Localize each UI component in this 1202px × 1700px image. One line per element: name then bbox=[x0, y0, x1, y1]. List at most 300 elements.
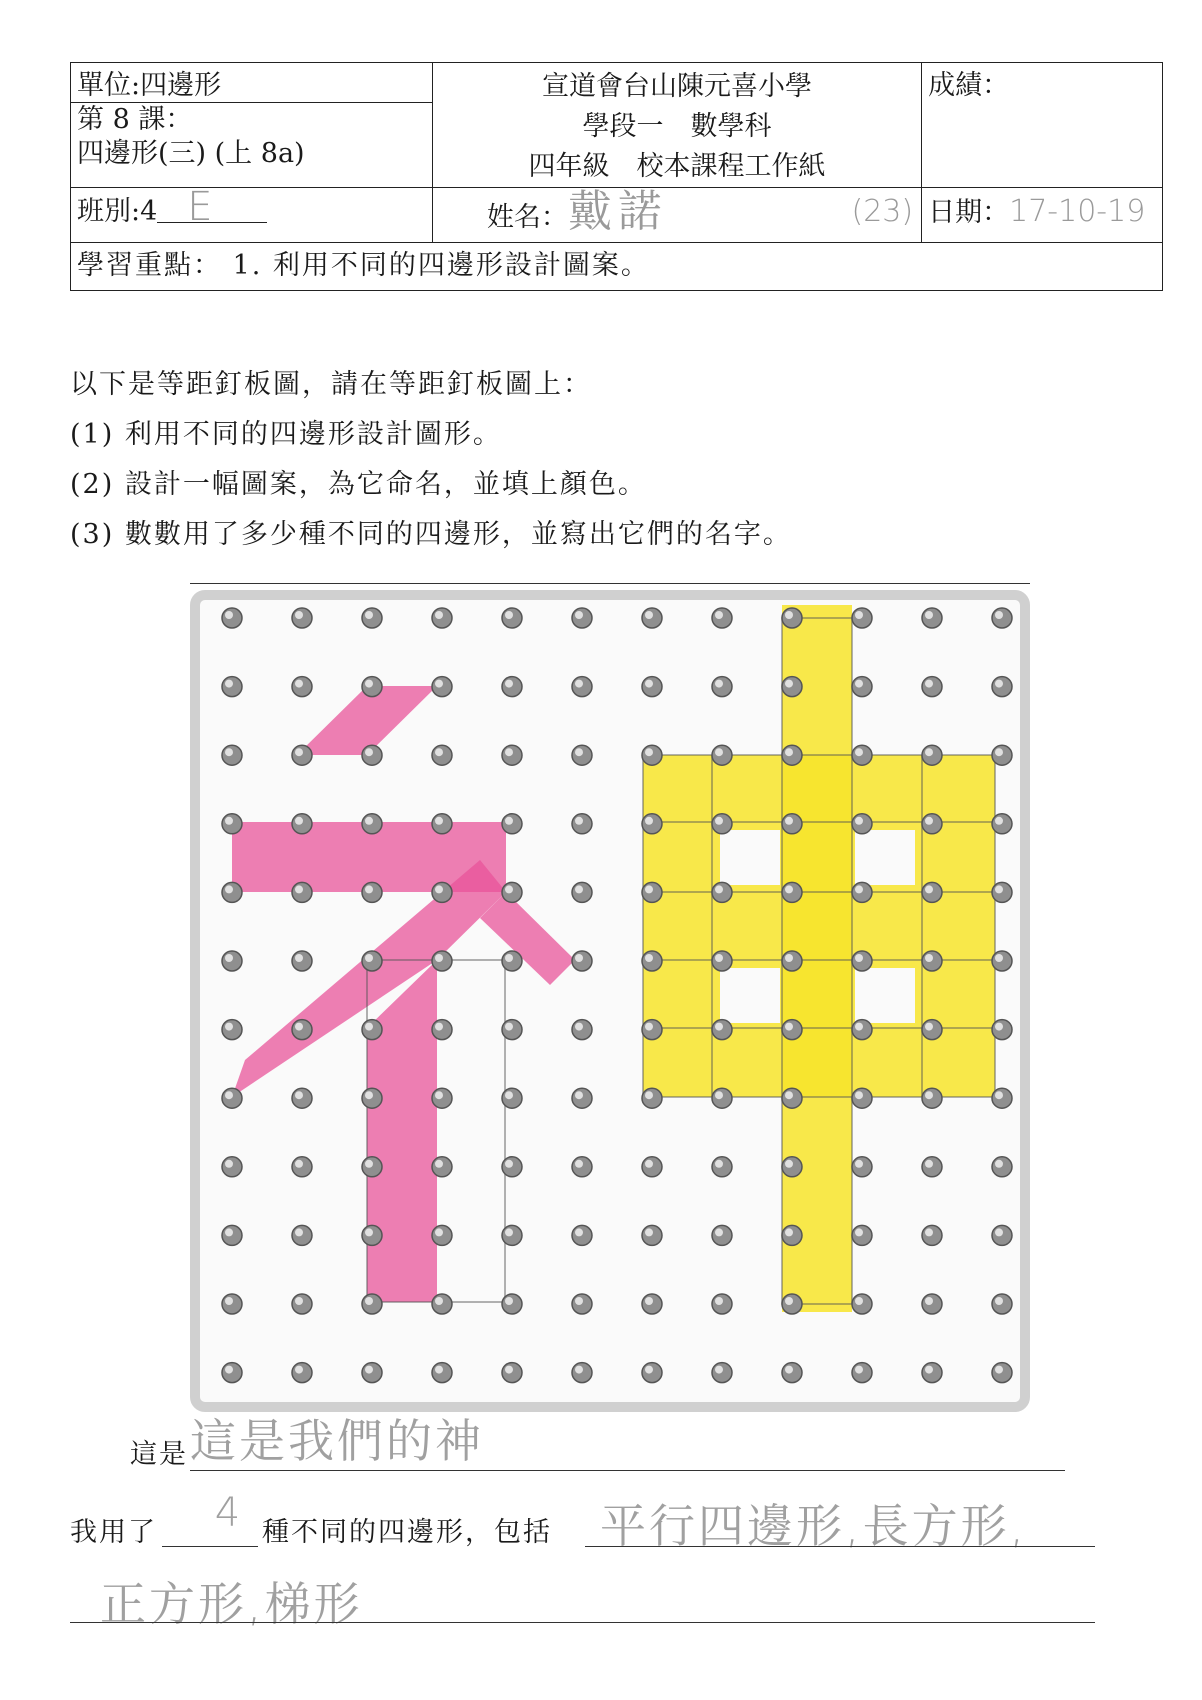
peg bbox=[572, 1294, 592, 1314]
peg bbox=[222, 1225, 242, 1245]
peg bbox=[222, 814, 242, 834]
peg-highlight bbox=[365, 885, 373, 893]
peg bbox=[502, 814, 522, 834]
peg-highlight bbox=[855, 1297, 863, 1305]
peg-highlight bbox=[925, 1023, 933, 1031]
peg bbox=[222, 1363, 242, 1383]
peg bbox=[432, 677, 452, 697]
peg bbox=[852, 1294, 872, 1314]
peg-highlight bbox=[715, 1228, 723, 1236]
peg bbox=[992, 814, 1012, 834]
peg-highlight bbox=[785, 1366, 793, 1374]
peg-highlight bbox=[435, 680, 443, 688]
peg-highlight bbox=[645, 611, 653, 619]
peg bbox=[432, 1157, 452, 1177]
peg-highlight bbox=[995, 885, 1003, 893]
peg-highlight bbox=[645, 1091, 653, 1099]
peg bbox=[362, 677, 382, 697]
peg bbox=[572, 1088, 592, 1108]
peg bbox=[782, 1225, 802, 1245]
peg bbox=[642, 1157, 662, 1177]
class-label: 班別:4 bbox=[77, 196, 158, 227]
peg bbox=[292, 951, 312, 971]
peg-highlight bbox=[995, 1297, 1003, 1305]
peg-highlight bbox=[855, 954, 863, 962]
score-label: 成績： bbox=[928, 70, 1010, 101]
peg-highlight bbox=[575, 885, 583, 893]
peg-highlight bbox=[365, 1297, 373, 1305]
peg bbox=[782, 1088, 802, 1108]
peg bbox=[292, 1363, 312, 1383]
peg-highlight bbox=[855, 680, 863, 688]
peg-highlight bbox=[715, 1297, 723, 1305]
peg-highlight bbox=[785, 817, 793, 825]
peg bbox=[572, 1225, 592, 1245]
peg bbox=[712, 1088, 732, 1108]
peg-highlight bbox=[995, 680, 1003, 688]
peg-highlight bbox=[365, 1160, 373, 1168]
peg bbox=[502, 1020, 522, 1040]
peg-highlight bbox=[435, 1160, 443, 1168]
peg-highlight bbox=[925, 611, 933, 619]
peg bbox=[642, 1363, 662, 1383]
peg bbox=[502, 1088, 522, 1108]
peg-highlight bbox=[715, 817, 723, 825]
lesson-title: 四邊形(三) (上 8a) bbox=[77, 138, 305, 170]
peg-highlight bbox=[645, 1160, 653, 1168]
peg bbox=[362, 1088, 382, 1108]
peg bbox=[292, 1294, 312, 1314]
peg-highlight bbox=[995, 1091, 1003, 1099]
peg-highlight bbox=[575, 817, 583, 825]
peg-highlight bbox=[925, 1160, 933, 1168]
peg-highlight bbox=[505, 680, 513, 688]
peg bbox=[502, 882, 522, 902]
peg bbox=[362, 1294, 382, 1314]
peg bbox=[642, 814, 662, 834]
peg bbox=[572, 951, 592, 971]
answer-line-2 bbox=[585, 1546, 1095, 1547]
peg-highlight bbox=[225, 1160, 233, 1168]
peg-highlight bbox=[575, 611, 583, 619]
peg-highlight bbox=[505, 748, 513, 756]
peg-highlight bbox=[645, 1023, 653, 1031]
peg bbox=[502, 1157, 522, 1177]
peg bbox=[572, 882, 592, 902]
peg-highlight bbox=[715, 1023, 723, 1031]
peg bbox=[992, 677, 1012, 697]
peg bbox=[292, 1157, 312, 1177]
peg bbox=[992, 745, 1012, 765]
peg-highlight bbox=[645, 817, 653, 825]
peg-highlight bbox=[435, 817, 443, 825]
peg-highlight bbox=[855, 1160, 863, 1168]
peg bbox=[712, 1157, 732, 1177]
peg-highlight bbox=[715, 748, 723, 756]
peg-highlight bbox=[365, 1228, 373, 1236]
peg-highlight bbox=[295, 1366, 303, 1374]
peg bbox=[222, 882, 242, 902]
lesson-number: 第 8 課： bbox=[77, 104, 193, 136]
peg bbox=[502, 951, 522, 971]
peg bbox=[292, 677, 312, 697]
peg bbox=[292, 608, 312, 628]
peg-highlight bbox=[225, 1228, 233, 1236]
this-is-label: 這是 bbox=[130, 1439, 188, 1470]
peg bbox=[502, 677, 522, 697]
peg-highlight bbox=[715, 1160, 723, 1168]
peg-highlight bbox=[225, 1091, 233, 1099]
types-label: 種不同的四邊形，包括 bbox=[262, 1517, 552, 1548]
peg bbox=[782, 608, 802, 628]
peg bbox=[572, 814, 592, 834]
peg bbox=[502, 1294, 522, 1314]
peg bbox=[922, 882, 942, 902]
peg bbox=[782, 1363, 802, 1383]
peg-highlight bbox=[785, 1228, 793, 1236]
peg bbox=[292, 1020, 312, 1040]
peg-highlight bbox=[435, 748, 443, 756]
peg bbox=[852, 677, 872, 697]
peg-highlight bbox=[365, 1023, 373, 1031]
peg-highlight bbox=[715, 1091, 723, 1099]
peg-highlight bbox=[855, 611, 863, 619]
school-name: 宣道會台山陳元喜小學 bbox=[541, 71, 812, 102]
peg-highlight bbox=[855, 1228, 863, 1236]
peg bbox=[922, 1294, 942, 1314]
peg bbox=[782, 1157, 802, 1177]
peg-highlight bbox=[435, 1091, 443, 1099]
peg bbox=[782, 882, 802, 902]
peg bbox=[432, 745, 452, 765]
peg-highlight bbox=[575, 1160, 583, 1168]
peg-highlight bbox=[575, 748, 583, 756]
peg-highlight bbox=[925, 885, 933, 893]
stage-subject: 學段一 數學科 bbox=[582, 111, 772, 142]
peg-highlight bbox=[365, 954, 373, 962]
peg-highlight bbox=[575, 1228, 583, 1236]
peg bbox=[852, 1088, 872, 1108]
shapes-answer-line1: 平行四邊形,長方形, bbox=[600, 1499, 1028, 1553]
peg-highlight bbox=[995, 954, 1003, 962]
peg bbox=[992, 608, 1012, 628]
peg bbox=[572, 677, 592, 697]
peg bbox=[852, 1020, 872, 1040]
peg-highlight bbox=[505, 817, 513, 825]
peg-highlight bbox=[295, 885, 303, 893]
peg-highlight bbox=[855, 748, 863, 756]
peg bbox=[712, 951, 732, 971]
peg-highlight bbox=[645, 680, 653, 688]
peg-highlight bbox=[505, 1160, 513, 1168]
peg-highlight bbox=[715, 1366, 723, 1374]
peg-highlight bbox=[645, 1366, 653, 1374]
peg bbox=[502, 1225, 522, 1245]
peg-highlight bbox=[925, 1228, 933, 1236]
peg-highlight bbox=[785, 954, 793, 962]
peg bbox=[922, 1225, 942, 1245]
peg bbox=[712, 1294, 732, 1314]
peg-highlight bbox=[645, 1228, 653, 1236]
peg-highlight bbox=[785, 1297, 793, 1305]
peg bbox=[432, 951, 452, 971]
instruction-2: (2) 設計一幅圖案，為它命名，並填上顏色。 bbox=[70, 469, 647, 500]
peg bbox=[432, 1225, 452, 1245]
peg-highlight bbox=[225, 817, 233, 825]
peg bbox=[852, 1225, 872, 1245]
peg bbox=[292, 1088, 312, 1108]
peg bbox=[712, 882, 732, 902]
peg bbox=[432, 1020, 452, 1040]
peg-highlight bbox=[785, 885, 793, 893]
peg bbox=[502, 745, 522, 765]
peg bbox=[782, 1020, 802, 1040]
peg-highlight bbox=[855, 817, 863, 825]
peg bbox=[362, 745, 382, 765]
peg-highlight bbox=[435, 1023, 443, 1031]
peg-highlight bbox=[645, 748, 653, 756]
peg bbox=[992, 1363, 1012, 1383]
peg bbox=[712, 608, 732, 628]
peg bbox=[572, 1020, 592, 1040]
peg-highlight bbox=[995, 817, 1003, 825]
peg bbox=[712, 814, 732, 834]
peg-highlight bbox=[225, 680, 233, 688]
peg bbox=[222, 608, 242, 628]
peg bbox=[502, 1363, 522, 1383]
peg-highlight bbox=[295, 817, 303, 825]
peg bbox=[922, 1157, 942, 1177]
peg-highlight bbox=[855, 885, 863, 893]
peg bbox=[782, 814, 802, 834]
peg bbox=[852, 745, 872, 765]
peg bbox=[992, 1020, 1012, 1040]
peg-highlight bbox=[505, 1366, 513, 1374]
peg bbox=[222, 745, 242, 765]
peg bbox=[432, 1088, 452, 1108]
peg-highlight bbox=[295, 1023, 303, 1031]
peg bbox=[922, 677, 942, 697]
peg-highlight bbox=[925, 748, 933, 756]
peg-highlight bbox=[785, 1023, 793, 1031]
peg-highlight bbox=[925, 680, 933, 688]
peg bbox=[642, 1294, 662, 1314]
peg-highlight bbox=[295, 611, 303, 619]
peg bbox=[852, 1363, 872, 1383]
peg-highlight bbox=[995, 1160, 1003, 1168]
peg-highlight bbox=[785, 1160, 793, 1168]
student-number: (23) bbox=[851, 194, 914, 229]
peg bbox=[432, 1363, 452, 1383]
peg-highlight bbox=[435, 1366, 443, 1374]
peg-highlight bbox=[295, 1160, 303, 1168]
peg bbox=[782, 1294, 802, 1314]
peg bbox=[362, 814, 382, 834]
unit-label: 單位:四邊形 bbox=[77, 70, 222, 101]
this-is-answer: 這是我們的神 bbox=[190, 1414, 484, 1468]
peg bbox=[852, 608, 872, 628]
peg bbox=[432, 814, 452, 834]
peg-highlight bbox=[505, 954, 513, 962]
peg-highlight bbox=[785, 680, 793, 688]
peg-highlight bbox=[645, 954, 653, 962]
peg-highlight bbox=[575, 1366, 583, 1374]
peg-highlight bbox=[575, 954, 583, 962]
peg-highlight bbox=[575, 1023, 583, 1031]
peg-highlight bbox=[225, 1366, 233, 1374]
peg bbox=[852, 882, 872, 902]
peg bbox=[642, 1088, 662, 1108]
peg bbox=[922, 814, 942, 834]
peg bbox=[922, 1363, 942, 1383]
peg bbox=[852, 951, 872, 971]
peg-highlight bbox=[505, 1297, 513, 1305]
peg-highlight bbox=[645, 1297, 653, 1305]
peg-highlight bbox=[225, 1023, 233, 1031]
peg bbox=[222, 677, 242, 697]
peg-highlight bbox=[715, 611, 723, 619]
peg-highlight bbox=[505, 1023, 513, 1031]
peg bbox=[292, 814, 312, 834]
instruction-3: (3) 數數用了多少種不同的四邊形，並寫出它們的名字。 bbox=[70, 519, 792, 550]
peg bbox=[642, 745, 662, 765]
peg-highlight bbox=[855, 1091, 863, 1099]
peg-highlight bbox=[225, 748, 233, 756]
peg bbox=[642, 1225, 662, 1245]
peg-highlight bbox=[855, 1366, 863, 1374]
used-count: 4 bbox=[214, 1490, 244, 1536]
peg-highlight bbox=[715, 680, 723, 688]
peg bbox=[782, 951, 802, 971]
peg-highlight bbox=[295, 680, 303, 688]
instruction-1: (1) 利用不同的四邊形設計圖形。 bbox=[70, 419, 502, 450]
peg bbox=[362, 1363, 382, 1383]
peg-highlight bbox=[995, 748, 1003, 756]
answer-line-1 bbox=[190, 1470, 1065, 1471]
peg bbox=[362, 608, 382, 628]
peg-highlight bbox=[785, 1091, 793, 1099]
peg bbox=[642, 608, 662, 628]
peg-highlight bbox=[575, 1297, 583, 1305]
peg-highlight bbox=[505, 1091, 513, 1099]
peg-highlight bbox=[925, 1366, 933, 1374]
peg bbox=[222, 1020, 242, 1040]
peg-highlight bbox=[575, 1091, 583, 1099]
answer-line-3 bbox=[70, 1622, 1095, 1623]
grade-title: 四年級 校本課程工作紙 bbox=[528, 151, 826, 182]
peg bbox=[922, 608, 942, 628]
peg-highlight bbox=[505, 1228, 513, 1236]
peg bbox=[432, 1294, 452, 1314]
peg bbox=[992, 1088, 1012, 1108]
peg bbox=[712, 1363, 732, 1383]
peg-highlight bbox=[365, 748, 373, 756]
peg-highlight bbox=[295, 1228, 303, 1236]
peg bbox=[642, 951, 662, 971]
peg-highlight bbox=[365, 817, 373, 825]
peg bbox=[432, 608, 452, 628]
peg-highlight bbox=[435, 954, 443, 962]
peg bbox=[922, 1020, 942, 1040]
peg bbox=[502, 608, 522, 628]
peg-highlight bbox=[645, 885, 653, 893]
peg-highlight bbox=[505, 885, 513, 893]
peg bbox=[642, 677, 662, 697]
peg-highlight bbox=[785, 748, 793, 756]
instruction-intro: 以下是等距釘板圖，請在等距釘板圖上： bbox=[70, 369, 592, 400]
peg bbox=[922, 745, 942, 765]
peg-highlight bbox=[785, 611, 793, 619]
peg bbox=[222, 1294, 242, 1314]
peg-highlight bbox=[435, 611, 443, 619]
peg bbox=[922, 1088, 942, 1108]
peg-highlight bbox=[295, 1091, 303, 1099]
class-value: E bbox=[157, 192, 267, 223]
count-line bbox=[162, 1546, 258, 1547]
used-label: 我用了 bbox=[70, 1517, 157, 1548]
peg bbox=[362, 1225, 382, 1245]
peg bbox=[712, 1225, 732, 1245]
peg bbox=[852, 814, 872, 834]
peg bbox=[292, 1225, 312, 1245]
peg bbox=[362, 951, 382, 971]
peg-highlight bbox=[995, 1228, 1003, 1236]
peg bbox=[222, 951, 242, 971]
peg bbox=[782, 745, 802, 765]
peg bbox=[712, 677, 732, 697]
peg bbox=[572, 745, 592, 765]
peg bbox=[782, 677, 802, 697]
peg bbox=[572, 1157, 592, 1177]
peg bbox=[642, 1020, 662, 1040]
peg-highlight bbox=[365, 680, 373, 688]
peg-highlight bbox=[225, 954, 233, 962]
peg-highlight bbox=[995, 1023, 1003, 1031]
peg bbox=[222, 1157, 242, 1177]
peg-highlight bbox=[365, 1366, 373, 1374]
peg bbox=[362, 1157, 382, 1177]
peg bbox=[992, 882, 1012, 902]
peg-highlight bbox=[365, 1091, 373, 1099]
peg-highlight bbox=[225, 1297, 233, 1305]
name-value: 戴諾 bbox=[567, 186, 668, 237]
peg bbox=[992, 951, 1012, 971]
peg-highlight bbox=[225, 611, 233, 619]
peg-highlight bbox=[855, 1023, 863, 1031]
peg bbox=[362, 882, 382, 902]
peg-highlight bbox=[505, 611, 513, 619]
peg bbox=[432, 882, 452, 902]
shapes-answer-line2: 正方形,梯形 bbox=[100, 1577, 363, 1631]
peg bbox=[642, 882, 662, 902]
peg-highlight bbox=[295, 1297, 303, 1305]
peg bbox=[572, 1363, 592, 1383]
peg-highlight bbox=[715, 885, 723, 893]
peg bbox=[362, 1020, 382, 1040]
peg-highlight bbox=[925, 817, 933, 825]
peg-highlight bbox=[925, 1297, 933, 1305]
peg-highlight bbox=[715, 954, 723, 962]
peg-highlight bbox=[225, 885, 233, 893]
peg-highlight bbox=[435, 1228, 443, 1236]
date-value: 17-10-19 bbox=[1009, 194, 1146, 229]
peg-highlight bbox=[435, 1297, 443, 1305]
peg bbox=[992, 1157, 1012, 1177]
peg-highlight bbox=[295, 954, 303, 962]
name-label: 姓名： bbox=[486, 202, 568, 233]
peg bbox=[222, 1088, 242, 1108]
peg-highlight bbox=[435, 885, 443, 893]
